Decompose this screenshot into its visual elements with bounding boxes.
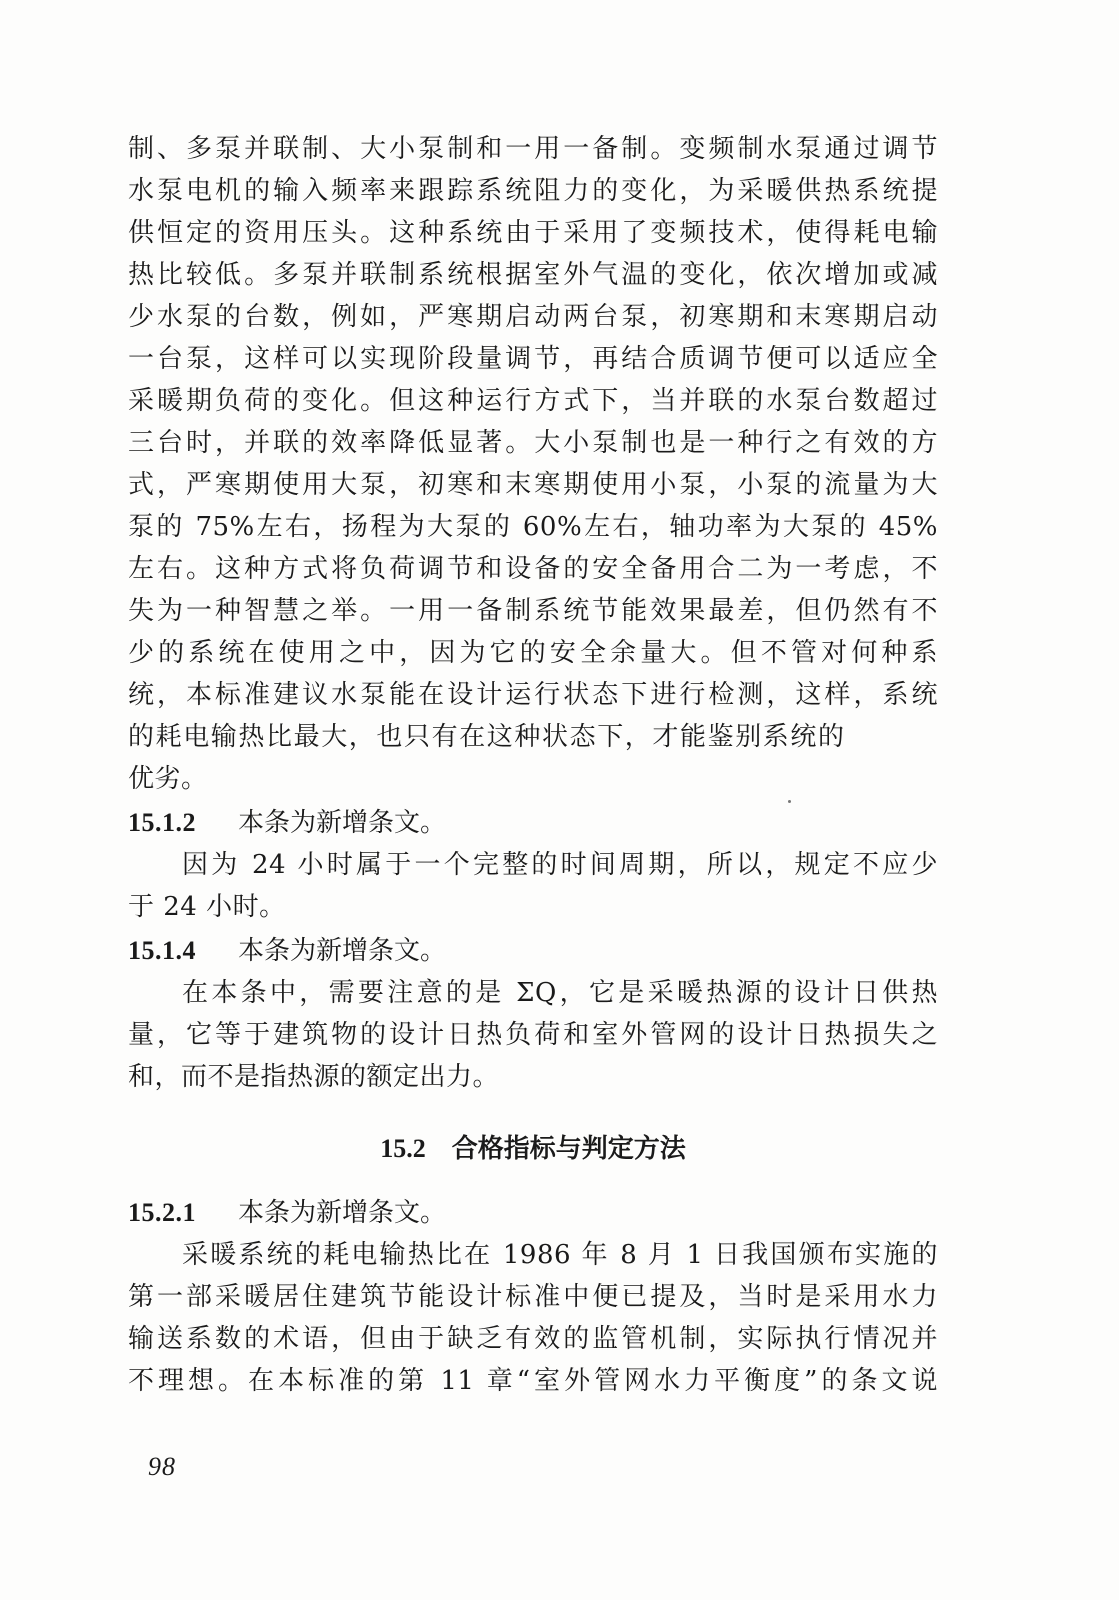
clause-15-2-1 [128, 1192, 938, 1402]
section-title: 合格指标与判定方法 [451, 1134, 686, 1164]
text-line: 于 24 小时。 [128, 892, 286, 922]
text-line: 第一部采暖居住建筑节能设计标准中便已提及，当时是采用水力 [128, 1282, 938, 1312]
section-heading [128, 1128, 938, 1170]
text-line: 制、多泵并联制、大小泵制和一用一备制。变频制水泵通过调节 [128, 134, 938, 164]
text-line: 因为 24 小时属于一个完整的时间周期，所以，规定不应少 [182, 850, 938, 880]
clause-number: 15.1.4 [128, 936, 196, 965]
text-line: 和，而不是指热源的额定出力。 [128, 1062, 500, 1092]
text-line: 少的系统在使用之中，因为它的安全余量大。但不管对何种系 [128, 638, 938, 668]
text-line: 采暖期负荷的变化。但这种运行方式下，当并联的水泵台数超过 [128, 386, 938, 416]
clause-15-1-4 [128, 930, 938, 1098]
text-line: 左右。这种方式将负荷调节和设备的安全备用合二为一考虑，不 [128, 554, 938, 584]
text-line: 一台泵，这样可以实现阶段量调节，再结合质调节便可以适应全 [128, 344, 938, 374]
text-line: 供恒定的资用压头。这种系统由于采用了变频技术，使得耗电输 [128, 218, 938, 248]
clause-title: 本条为新增条文。 [238, 1198, 447, 1228]
clause-heading [128, 930, 938, 972]
clause-title: 本条为新增条文。 [238, 936, 447, 966]
text-line: 式，严寒期使用大泵，初寒和末寒期使用小泵，小泵的流量为大 [128, 470, 938, 500]
text-line: 泵的 75%左右，扬程为大泵的 60%左右，轴功率为大泵的 45% [128, 512, 938, 542]
text-line: 在本条中，需要注意的是 ΣQ，它是采暖热源的设计日供热 [182, 978, 938, 1008]
text-line: 量，它等于建筑物的设计日热负荷和室外管网的设计日热损失之 [128, 1020, 938, 1050]
paragraph-pump-control [128, 128, 938, 800]
section-number: 15.2 [380, 1134, 426, 1163]
text-line: 的耗电输热比最大，也只有在这种状态下，才能鉴别系统的 [128, 722, 846, 752]
text-line: 热比较低。多泵并联制系统根据室外气温的变化，依次增加或减 [128, 260, 938, 290]
text-line: 统，本标准建议水泵能在设计运行状态下进行检测，这样，系统 [128, 680, 938, 710]
page-number: 98 [148, 1452, 176, 1481]
text-line: 少水泵的台数，例如，严寒期启动两台泵，初寒期和末寒期启动 [128, 302, 938, 332]
clause-15-1-2 [128, 802, 938, 928]
text-line: 三台时，并联的效率降低显著。大小泵制也是一种行之有效的方 [128, 428, 938, 458]
clause-title: 本条为新增条文。 [238, 808, 447, 838]
text-line: 不理想。在本标准的第 11 章“室外管网水力平衡度”的条文说 [128, 1366, 938, 1396]
body-text [128, 128, 938, 1402]
text-line: 水泵电机的输入频率来跟踪系统阻力的变化，为采暖供热系统提 [128, 176, 938, 206]
clause-number: 15.2.1 [128, 1198, 196, 1227]
text-line: 采暖系统的耗电输热比在 1986 年 8 月 1 日我国颁布实施的 [182, 1240, 938, 1270]
clause-heading [128, 1192, 938, 1234]
clause-number: 15.1.2 [128, 808, 196, 837]
text-line: 失为一种智慧之举。一用一备制系统节能效果最差，但仍然有不 [128, 596, 938, 626]
text-line: 输送系数的术语，但由于缺乏有效的监管机制，实际执行情况并 [128, 1324, 938, 1354]
scan-speck [788, 800, 791, 803]
text-line: 优劣。 [128, 764, 208, 794]
clause-heading [128, 802, 938, 844]
